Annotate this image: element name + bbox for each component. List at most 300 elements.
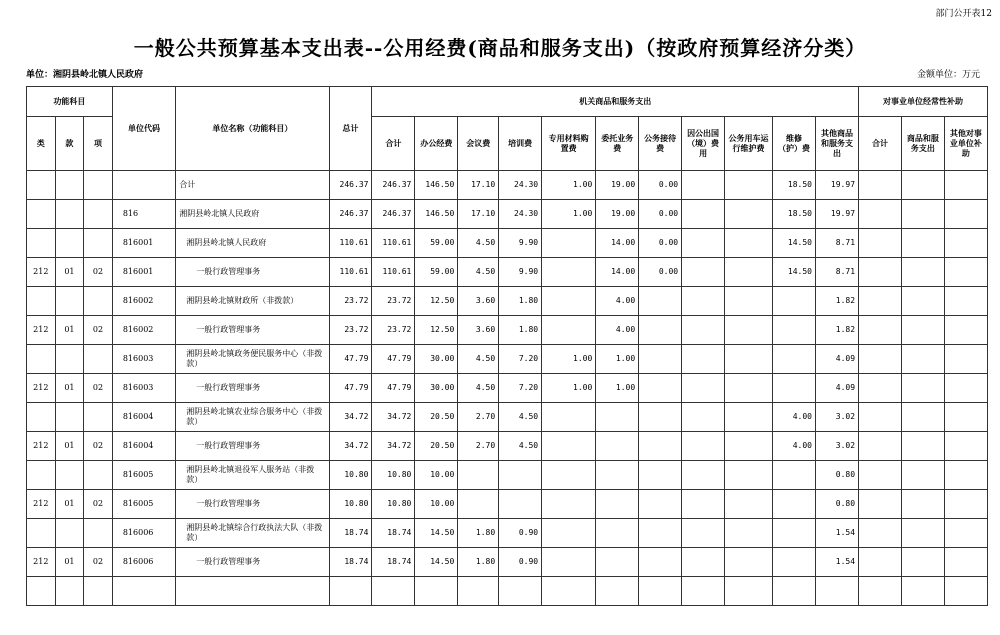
- cell-amount: [725, 171, 773, 200]
- cell-amount: [639, 403, 682, 432]
- cell-amount: [773, 345, 816, 374]
- cell-amount: [596, 490, 639, 519]
- table-row: [27, 316, 988, 345]
- cell-amount: 12.50: [415, 316, 458, 345]
- cell-amount: 10.00: [415, 461, 458, 490]
- cell-amount: [639, 345, 682, 374]
- cell-amount: 1.82: [815, 287, 858, 316]
- cell-amount: 18.74: [329, 548, 372, 577]
- cell-amount: [859, 374, 902, 403]
- cell-amount: [725, 287, 773, 316]
- cell-amount: 23.72: [329, 287, 372, 316]
- cell-xiang: [84, 461, 113, 490]
- cell-amount: [725, 577, 773, 606]
- cell-kuan: [55, 229, 84, 258]
- cell-xiang: [84, 171, 113, 200]
- cell-kuan: 01: [55, 432, 84, 461]
- cell-amount: [944, 258, 987, 287]
- header-unit-name: 单位名称（功能科目）: [176, 87, 329, 171]
- cell-unit-name: 湘阴县岭北镇农业综合服务中心（非拨款）: [176, 403, 329, 432]
- expenditure-table: [26, 86, 988, 606]
- cell-amount: 7.20: [499, 374, 542, 403]
- cell-amount: [944, 200, 987, 229]
- header-sub-col: 合计: [859, 117, 902, 171]
- cell-amount: 4.50: [499, 432, 542, 461]
- table-row: [27, 374, 988, 403]
- cell-unit-code: [112, 577, 175, 606]
- cell-xiang: [84, 287, 113, 316]
- cell-amount: 24.30: [499, 200, 542, 229]
- cell-xiang: [84, 403, 113, 432]
- cell-lei: [27, 345, 56, 374]
- cell-amount: 4.00: [773, 432, 816, 461]
- cell-amount: [859, 432, 902, 461]
- cell-amount: [682, 229, 725, 258]
- cell-amount: 47.79: [329, 374, 372, 403]
- cell-unit-code: 816001: [112, 229, 175, 258]
- amount-unit: 金额单位：万元: [916, 70, 980, 80]
- cell-amount: [859, 345, 902, 374]
- cell-amount: [944, 490, 987, 519]
- cell-unit-name: 湘阴县岭北镇财政所（非拨款）: [176, 287, 329, 316]
- cell-amount: [542, 229, 596, 258]
- cell-amount: 0.90: [499, 548, 542, 577]
- cell-kuan: 01: [55, 258, 84, 287]
- cell-amount: 10.80: [329, 490, 372, 519]
- header-sub-col: 因公出国（境）费用: [682, 117, 725, 171]
- cell-amount: [725, 345, 773, 374]
- cell-amount: 4.50: [458, 229, 499, 258]
- cell-amount: 110.61: [372, 258, 415, 287]
- cell-amount: 146.50: [415, 200, 458, 229]
- cell-amount: 4.50: [458, 345, 499, 374]
- cell-amount: [329, 577, 372, 606]
- table-body: [27, 171, 988, 606]
- cell-amount: 4.00: [773, 403, 816, 432]
- cell-amount: 0.00: [639, 229, 682, 258]
- header-sub-col: 商品和服务支出: [901, 117, 944, 171]
- cell-amount: 34.72: [329, 432, 372, 461]
- cell-amount: [725, 461, 773, 490]
- table-row: [27, 171, 988, 200]
- header-sub-col: 公务用车运行维护费: [725, 117, 773, 171]
- cell-amount: 2.70: [458, 432, 499, 461]
- cell-amount: 1.80: [458, 548, 499, 577]
- cell-unit-name: 湘阴县岭北镇人民政府: [176, 229, 329, 258]
- table-row: [27, 519, 988, 548]
- cell-unit-name: 合计: [176, 171, 329, 200]
- cell-amount: 1.00: [596, 374, 639, 403]
- cell-amount: [725, 519, 773, 548]
- cell-amount: [542, 461, 596, 490]
- cell-amount: 110.61: [329, 229, 372, 258]
- cell-amount: 59.00: [415, 258, 458, 287]
- cell-kuan: [55, 403, 84, 432]
- cell-amount: [859, 577, 902, 606]
- cell-amount: 18.50: [773, 200, 816, 229]
- cell-amount: 18.74: [372, 519, 415, 548]
- cell-amount: 1.54: [815, 548, 858, 577]
- cell-xiang: [84, 577, 113, 606]
- cell-amount: [639, 316, 682, 345]
- cell-amount: 1.82: [815, 316, 858, 345]
- header-sub-col: 委托业务费: [596, 117, 639, 171]
- cell-lei: [27, 171, 56, 200]
- cell-amount: [773, 490, 816, 519]
- cell-amount: 2.70: [458, 403, 499, 432]
- cell-amount: [682, 200, 725, 229]
- cell-amount: 20.50: [415, 403, 458, 432]
- cell-amount: [773, 577, 816, 606]
- cell-amount: 10.80: [372, 490, 415, 519]
- cell-amount: 1.80: [499, 316, 542, 345]
- cell-lei: [27, 577, 56, 606]
- header-sub-col: 维修（护）费: [773, 117, 816, 171]
- cell-amount: [639, 490, 682, 519]
- cell-kuan: 01: [55, 548, 84, 577]
- cell-amount: 17.10: [458, 171, 499, 200]
- cell-amount: 1.80: [458, 519, 499, 548]
- header-func-subject: 功能科目: [27, 87, 113, 117]
- cell-amount: 34.72: [372, 432, 415, 461]
- cell-amount: [542, 403, 596, 432]
- cell-amount: [682, 345, 725, 374]
- header-xiang: 项: [84, 117, 113, 171]
- cell-amount: 14.50: [415, 519, 458, 548]
- cell-amount: 3.02: [815, 403, 858, 432]
- cell-unit-code: 816006: [112, 548, 175, 577]
- cell-amount: [901, 316, 944, 345]
- cell-amount: [682, 258, 725, 287]
- cell-amount: [596, 577, 639, 606]
- cell-amount: 246.37: [329, 200, 372, 229]
- cell-amount: 19.00: [596, 200, 639, 229]
- cell-amount: [773, 519, 816, 548]
- header-sub-col: 其他对事业单位补助: [944, 117, 987, 171]
- cell-unit-name: 一般行政管理事务: [176, 490, 329, 519]
- cell-amount: [725, 200, 773, 229]
- cell-amount: [542, 258, 596, 287]
- table-row: [27, 403, 988, 432]
- cell-amount: 23.72: [372, 287, 415, 316]
- cell-amount: [415, 577, 458, 606]
- cell-amount: 8.71: [815, 258, 858, 287]
- cell-amount: [773, 374, 816, 403]
- cell-amount: [859, 490, 902, 519]
- cell-amount: [725, 229, 773, 258]
- cell-amount: 10.80: [372, 461, 415, 490]
- page-title: 一般公共预算基本支出表--公用经费(商品和服务支出)（按政府预算经济分类）: [133, 36, 867, 60]
- cell-amount: [639, 287, 682, 316]
- cell-amount: [901, 548, 944, 577]
- cell-unit-name: 湘阴县岭北镇政务便民服务中心（非拨款）: [176, 345, 329, 374]
- doc-code: 部门公开表12: [935, 9, 992, 19]
- cell-amount: [499, 461, 542, 490]
- cell-amount: [372, 577, 415, 606]
- cell-amount: 59.00: [415, 229, 458, 258]
- cell-amount: [542, 432, 596, 461]
- cell-amount: [773, 316, 816, 345]
- cell-amount: [944, 519, 987, 548]
- table-row: [27, 229, 988, 258]
- cell-lei: 212: [27, 432, 56, 461]
- cell-amount: [682, 171, 725, 200]
- cell-amount: [859, 287, 902, 316]
- header-sub-col: 培训费: [499, 117, 542, 171]
- cell-amount: 246.37: [372, 171, 415, 200]
- cell-amount: 0.80: [815, 490, 858, 519]
- cell-amount: [639, 461, 682, 490]
- cell-amount: [682, 490, 725, 519]
- cell-amount: [639, 432, 682, 461]
- cell-kuan: [55, 345, 84, 374]
- header-subsidy-group: 对事业单位经常性补助: [859, 87, 988, 117]
- cell-amount: [725, 316, 773, 345]
- cell-amount: [682, 374, 725, 403]
- cell-amount: 4.50: [458, 258, 499, 287]
- cell-amount: [944, 171, 987, 200]
- cell-amount: [901, 171, 944, 200]
- cell-amount: [596, 403, 639, 432]
- cell-amount: [542, 577, 596, 606]
- cell-unit-name: 一般行政管理事务: [176, 316, 329, 345]
- cell-amount: 4.00: [596, 316, 639, 345]
- cell-unit-code: 816002: [112, 316, 175, 345]
- cell-amount: [901, 374, 944, 403]
- cell-amount: 4.09: [815, 345, 858, 374]
- cell-kuan: [55, 287, 84, 316]
- header-sub-col: 办公经费: [415, 117, 458, 171]
- table-row: [27, 461, 988, 490]
- cell-unit-code: 816004: [112, 432, 175, 461]
- table-row: [27, 345, 988, 374]
- cell-amount: [639, 577, 682, 606]
- cell-amount: [859, 229, 902, 258]
- cell-amount: 19.97: [815, 200, 858, 229]
- cell-amount: [944, 374, 987, 403]
- cell-amount: [682, 432, 725, 461]
- table-row: [27, 258, 988, 287]
- cell-amount: 246.37: [329, 171, 372, 200]
- cell-amount: [639, 374, 682, 403]
- cell-amount: 9.90: [499, 258, 542, 287]
- cell-lei: [27, 229, 56, 258]
- cell-amount: [596, 519, 639, 548]
- cell-unit-name: 一般行政管理事务: [176, 432, 329, 461]
- cell-xiang: 02: [84, 374, 113, 403]
- cell-amount: [944, 345, 987, 374]
- cell-amount: [542, 316, 596, 345]
- cell-amount: 18.74: [372, 548, 415, 577]
- cell-xiang: 02: [84, 490, 113, 519]
- cell-amount: [458, 461, 499, 490]
- cell-amount: [859, 258, 902, 287]
- cell-amount: [725, 258, 773, 287]
- cell-kuan: [55, 461, 84, 490]
- cell-amount: 1.00: [542, 345, 596, 374]
- cell-amount: 9.90: [499, 229, 542, 258]
- cell-amount: 0.00: [639, 258, 682, 287]
- header-sub-col: 专用材料购置费: [542, 117, 596, 171]
- cell-amount: 18.74: [329, 519, 372, 548]
- cell-amount: [542, 490, 596, 519]
- cell-amount: 23.72: [372, 316, 415, 345]
- cell-unit-code: 816005: [112, 461, 175, 490]
- cell-unit-name: [176, 577, 329, 606]
- cell-lei: 212: [27, 316, 56, 345]
- cell-amount: [682, 577, 725, 606]
- cell-amount: 1.00: [542, 200, 596, 229]
- cell-amount: [901, 200, 944, 229]
- cell-amount: [901, 403, 944, 432]
- table-row: [27, 432, 988, 461]
- cell-amount: 246.37: [372, 200, 415, 229]
- cell-amount: 1.00: [542, 171, 596, 200]
- cell-unit-code: 816005: [112, 490, 175, 519]
- cell-lei: 212: [27, 548, 56, 577]
- header-sub-col: 公务接待费: [639, 117, 682, 171]
- cell-amount: 20.50: [415, 432, 458, 461]
- cell-amount: 8.71: [815, 229, 858, 258]
- cell-amount: [944, 432, 987, 461]
- cell-amount: 47.79: [372, 374, 415, 403]
- cell-amount: [542, 519, 596, 548]
- cell-amount: 24.30: [499, 171, 542, 200]
- cell-amount: [773, 287, 816, 316]
- cell-unit-code: 816004: [112, 403, 175, 432]
- cell-amount: 4.00: [596, 287, 639, 316]
- cell-amount: [725, 374, 773, 403]
- cell-kuan: [55, 171, 84, 200]
- cell-xiang: 02: [84, 316, 113, 345]
- cell-amount: 19.97: [815, 171, 858, 200]
- cell-amount: [725, 490, 773, 519]
- cell-amount: [458, 490, 499, 519]
- cell-amount: 0.00: [639, 171, 682, 200]
- cell-unit-name: 湘阴县岭北镇人民政府: [176, 200, 329, 229]
- cell-amount: [639, 519, 682, 548]
- cell-amount: [542, 287, 596, 316]
- cell-amount: [859, 403, 902, 432]
- cell-lei: 212: [27, 258, 56, 287]
- cell-kuan: 01: [55, 490, 84, 519]
- cell-amount: [682, 548, 725, 577]
- cell-amount: 4.50: [458, 374, 499, 403]
- cell-lei: [27, 461, 56, 490]
- cell-amount: [901, 258, 944, 287]
- cell-amount: [859, 519, 902, 548]
- cell-amount: 3.60: [458, 287, 499, 316]
- cell-amount: [682, 461, 725, 490]
- cell-amount: 1.00: [596, 345, 639, 374]
- cell-kuan: 01: [55, 374, 84, 403]
- cell-amount: 3.02: [815, 432, 858, 461]
- cell-amount: 1.80: [499, 287, 542, 316]
- cell-amount: 3.60: [458, 316, 499, 345]
- cell-amount: [859, 461, 902, 490]
- cell-amount: 47.79: [372, 345, 415, 374]
- cell-amount: 30.00: [415, 345, 458, 374]
- cell-amount: 4.09: [815, 374, 858, 403]
- table-row: [27, 490, 988, 519]
- cell-amount: [901, 519, 944, 548]
- cell-amount: [859, 200, 902, 229]
- cell-amount: [773, 548, 816, 577]
- table-row: [27, 200, 988, 229]
- cell-unit-code: 816003: [112, 374, 175, 403]
- cell-unit-name: 一般行政管理事务: [176, 258, 329, 287]
- cell-amount: [499, 577, 542, 606]
- cell-unit-name: 湘阴县岭北镇退役军人服务站（非拨款）: [176, 461, 329, 490]
- cell-amount: [596, 432, 639, 461]
- header-sub-col: 合计: [372, 117, 415, 171]
- cell-amount: [596, 461, 639, 490]
- cell-unit-name: 一般行政管理事务: [176, 548, 329, 577]
- cell-amount: [944, 577, 987, 606]
- cell-amount: [944, 548, 987, 577]
- cell-amount: [944, 316, 987, 345]
- cell-amount: [682, 287, 725, 316]
- cell-amount: 4.50: [499, 403, 542, 432]
- cell-amount: [901, 345, 944, 374]
- cell-amount: [725, 548, 773, 577]
- cell-amount: [458, 577, 499, 606]
- cell-kuan: [55, 200, 84, 229]
- cell-lei: 212: [27, 490, 56, 519]
- cell-lei: [27, 403, 56, 432]
- cell-amount: [815, 577, 858, 606]
- cell-amount: [901, 461, 944, 490]
- cell-kuan: 01: [55, 316, 84, 345]
- cell-xiang: [84, 229, 113, 258]
- header-sub-col: 其他商品和服务支出: [815, 117, 858, 171]
- cell-lei: 212: [27, 374, 56, 403]
- header-unit-code: 单位代码: [112, 87, 175, 171]
- cell-amount: [901, 287, 944, 316]
- cell-amount: 23.72: [329, 316, 372, 345]
- cell-xiang: [84, 200, 113, 229]
- cell-amount: [682, 519, 725, 548]
- cell-amount: 1.00: [542, 374, 596, 403]
- header-kuan: 款: [55, 117, 84, 171]
- cell-amount: 0.00: [639, 200, 682, 229]
- cell-amount: [499, 490, 542, 519]
- cell-amount: 34.72: [372, 403, 415, 432]
- cell-amount: 110.61: [372, 229, 415, 258]
- cell-amount: 110.61: [329, 258, 372, 287]
- cell-amount: [901, 490, 944, 519]
- cell-unit-code: 816002: [112, 287, 175, 316]
- cell-amount: 14.50: [415, 548, 458, 577]
- header-agency-group: 机关商品和服务支出: [372, 87, 859, 117]
- table-row: [27, 577, 988, 606]
- cell-amount: 14.00: [596, 258, 639, 287]
- cell-amount: 14.50: [773, 258, 816, 287]
- cell-unit-code: 816: [112, 200, 175, 229]
- cell-amount: [725, 403, 773, 432]
- cell-amount: 14.50: [773, 229, 816, 258]
- cell-amount: [901, 432, 944, 461]
- cell-amount: 47.79: [329, 345, 372, 374]
- cell-kuan: [55, 577, 84, 606]
- cell-xiang: 02: [84, 258, 113, 287]
- cell-amount: [542, 548, 596, 577]
- cell-xiang: [84, 345, 113, 374]
- table-row: [27, 548, 988, 577]
- cell-amount: 10.80: [329, 461, 372, 490]
- cell-unit-name: 湘阴县岭北镇综合行政执法大队（非拨款）: [176, 519, 329, 548]
- unit-label: 单位：湘阴县岭北镇人民政府: [26, 70, 144, 80]
